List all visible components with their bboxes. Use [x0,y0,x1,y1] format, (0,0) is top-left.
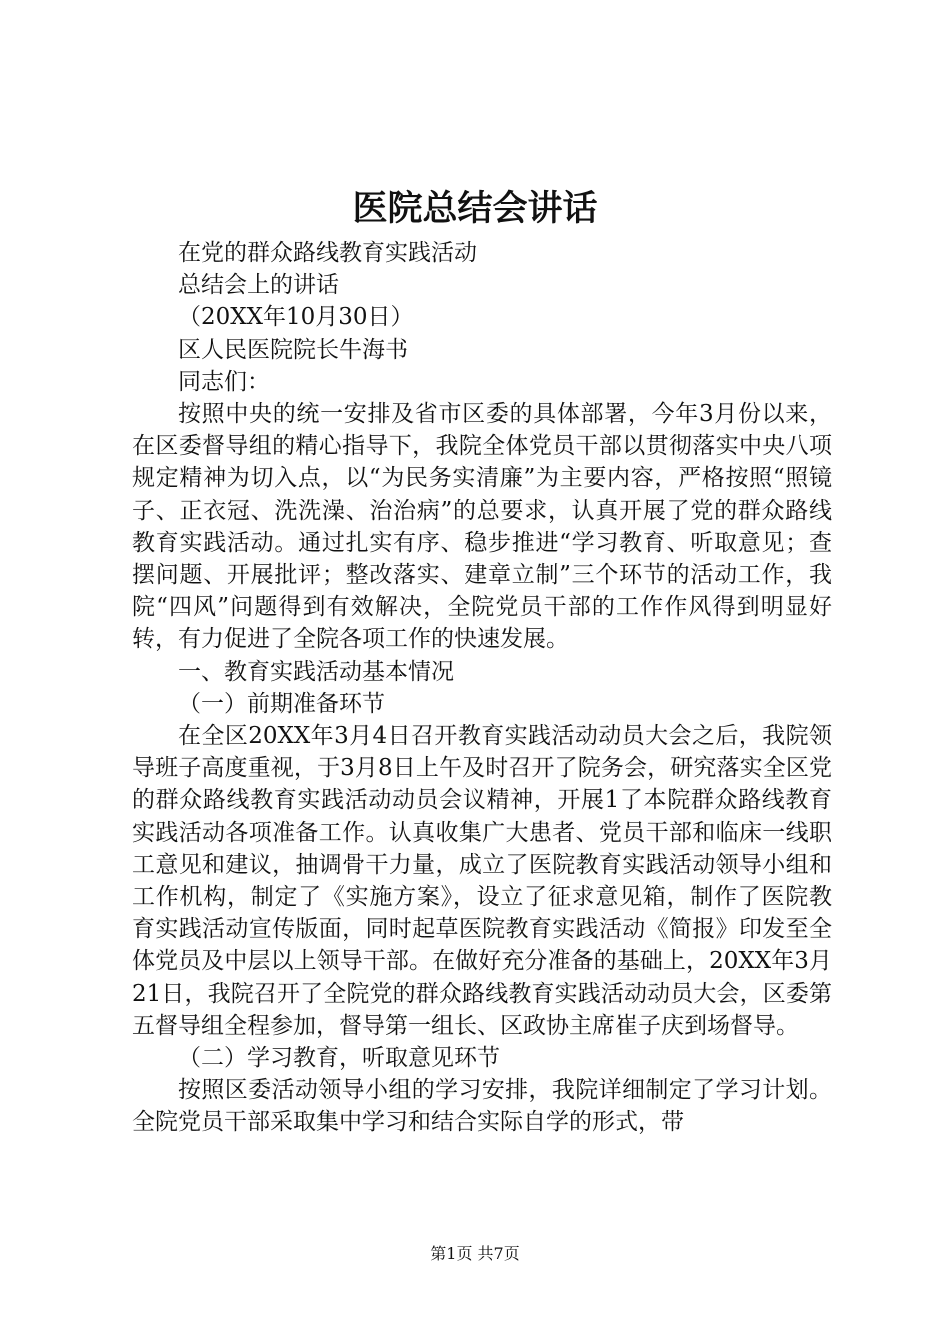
subsection-heading: （二）学习教育，听取意见环节 [178,1045,500,1072]
speaker-line: 区人民医院院长牛海书 [178,336,408,363]
heading-line-activity: 在党的群众路线教育实践活动 [178,240,477,266]
document-body [132,237,832,1139]
page-footer: 第1页 共7页 [430,1244,520,1263]
speech-date: （20XX年10月30日） [178,304,414,331]
document-title: 医院总结会讲话 [352,188,598,229]
paragraph: 按照区委活动领导小组的学习安排，我院详细制定了学习计划。全院党员干部采取集中学习和结合实际自学的形式，带 [132,1077,832,1136]
heading-line-speech: 总结会上的讲话 [178,272,339,299]
paragraph: 在全区20XX年3月4日召开教育实践活动动员大会之后，我院领导班子高度重视，于3月8日上午及时召开了院务会，研究落实全区党的群众路线教育实践活动动员会议精神，开展1了本院群众路线教育实践活动各项准备工作。认真收集广大患者、党员干部和临床一线职工意见和建议，抽调骨干力量，成立了医院教育实践活动领导小组和工作机构，制定了《实施方案》，设立了征求意见箱，制作了医院教育实践活动宣传版面，同时起草医院教育实践活动《简报》印发至全体党员及中层以上领导干部。在做好充分准备的基础上，20XX年3月21日，我院召开了全院党的群众路线教育实践活动动员大会，区委第五督导组全程参加，督导第一组长、区政协主席崔子庆到场督导。 [132,723,832,1039]
paragraph: 按照中央的统一安排及省市区委的具体部署，今年3月份以来，在区委督导组的精心指导下，我院全体党员干部以贯彻落实中央八项规定精神为切入点，以“为民务实清廉”为主要内容，严格按照“照镜子、正衣冠、洗洗澡、治治病”的总要求，认真开展了党的群众路线教育实践活动。通过扎实有序、稳步推进“学习教育、听取意见；查摆问题、开展批评；整改落实、建章立制”三个环节的活动工作，我院“四风”问题得到有效解决，全院党员干部的工作作风得到明显好转，有力促进了全院各项工作的快速发展。 [132,401,832,653]
section-heading: 一、教育实践活动基本情况 [178,658,454,685]
subsection-heading: （一）前期准备环节 [178,690,385,717]
salutation: 同志们： [178,368,270,395]
